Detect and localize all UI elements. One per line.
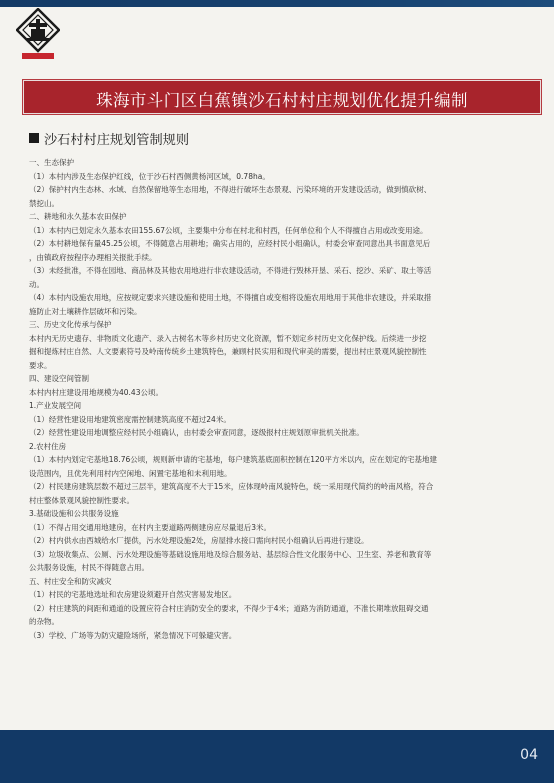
text-line: （1）经营性建设用地建筑密度需控制建筑高度不超过24米。 <box>29 414 231 424</box>
text-line: 村庄整体景观风貌控制性要求。 <box>29 495 134 505</box>
text-line: （1）本村内已划定永久基本农田155.67公顷，主要集中分布在村北和村西，任何单位和个人不得擅自占用或改变用途。 <box>29 225 428 235</box>
text-line: （1）本村内划定宅基地18.76公顷，规则新申请的宅基地，每户建筑基底面积控制在120平方米以内，应在划定的宅基地建 <box>29 455 438 464</box>
text-line: 四、建设空间管制 <box>29 374 89 383</box>
text-line: （3）学校、广场等为防灾避险场所，紧急情况下可躲避灾害。 <box>29 630 237 640</box>
square-bullet-icon <box>29 133 39 143</box>
text-line: （1）村民的宅基地选址和农房建设须避开自然灾害易发地区。 <box>29 590 237 599</box>
text-line: 二、耕地和永久基本农田保护 <box>29 212 127 221</box>
text-line: （2）保护村内生态林、水域、自然保留地等生态用地，不得进行破坏生态景观、污染环境的开发建设活动，做到慎砍树、 <box>29 185 432 194</box>
section-heading <box>29 129 189 147</box>
text-line: 五、村庄安全和防灾减灾 <box>29 576 112 586</box>
text-line: 一、生态保护 <box>29 158 74 167</box>
text-line: 公共服务设施，村民不得随意占用。 <box>29 563 149 572</box>
text-line: （2）村民建房建筑层数不超过三层半，建筑高度不大于15米，应体现岭南风貌特色，统一采用现代简约的岭南风格，符合 <box>29 482 434 491</box>
text-line: （1）不得占用交通用地建房，在村内主要道路两侧建房应尽量退后3米。 <box>29 522 272 532</box>
document-title: 珠海市斗门区白蕉镇沙石村村庄规划优化提升编制 <box>96 91 468 110</box>
page-number: 04 <box>520 747 538 763</box>
text-line: 本村内无历史遗存、非物质文化遗产、录入古树名木等乡村历史文化资源，暂不划定乡村历史文化保护线。后续进一步挖 <box>29 333 427 343</box>
section-title: 沙石村村庄规划管制规则 <box>44 132 190 148</box>
text-line: （4）本村内设施农用地，应按规定要求兴建设施和使用土地，不得擅自或变相将设施农用地用于其他非农建设，并采取措 <box>29 293 432 302</box>
text-line: 2.农村住房 <box>29 441 67 451</box>
text-line: 本村内村庄建设用地规模为40.43公顷。 <box>29 387 163 397</box>
text-line: 设范围内，且优先利用村内空闲地、闲置宅基地和未利用地。 <box>29 468 232 478</box>
title-banner <box>23 80 541 114</box>
text-line: （2）村庄建筑的间距和通道的设置应符合村庄消防安全的要求，不得少于4米；道路为消防通道，不准长期堆放阻碍交通 <box>29 603 429 613</box>
text-line: （3）垃圾收集点、公厕、污水处理设施等基础设施用地及综合服务站、基层综合性文化服务中心、卫生室、养老和教育等 <box>29 549 432 559</box>
text-line: （2）经营性建设用地调整应经村民小组确认，由村委会审查同意，逐级报村庄规划原审批机关批准。 <box>29 428 364 437</box>
regulation-body <box>29 156 533 642</box>
text-line: 施防止对土壤耕作层破坏和污染。 <box>29 306 142 316</box>
text-line: 要求。 <box>29 360 52 370</box>
text-line: ，由镇政府按程序办理相关报批手续。 <box>29 252 157 262</box>
text-line: 三、历史文化传承与保护 <box>29 320 112 329</box>
text-line: （2）村内供水由西城给水厂提供，污水处理设施2处，房屋排水接口需向村民小组确认后再进行建设。 <box>29 536 369 545</box>
text-line: （1）本村内涉及生态保护红线，位于沙石村西侧黄杨河区域，0.78ha。 <box>29 171 270 181</box>
text-line: 1.产业发展空间 <box>29 401 82 410</box>
text-line: 的杂物。 <box>29 617 59 626</box>
text-line: 禁挖山。 <box>29 198 59 208</box>
institution-logo-icon <box>16 8 60 60</box>
top-color-strip <box>0 0 554 7</box>
text-line: （2）本村耕地保有量45.25公顷，不得随意占用耕地；确实占用的，应经村民小组确认，村委会审查同意出具书面意见后 <box>29 239 431 248</box>
text-line: 掘和提炼村庄自然、人文要素符号及岭南传统乡土建筑特色，兼顾村民实用和现代审美的需要，提出村庄景观风貌控制性 <box>29 347 427 356</box>
text-line: （3）未经批准，不得在园地、商品林及其他农用地进行非农建设活动，不得进行毁林开垦、采石、挖沙、采矿、取土等活 <box>29 266 432 275</box>
text-line: 3.基础设施和公共服务设施 <box>29 509 119 518</box>
text-line: 动。 <box>29 279 44 289</box>
footer-band <box>0 730 554 783</box>
